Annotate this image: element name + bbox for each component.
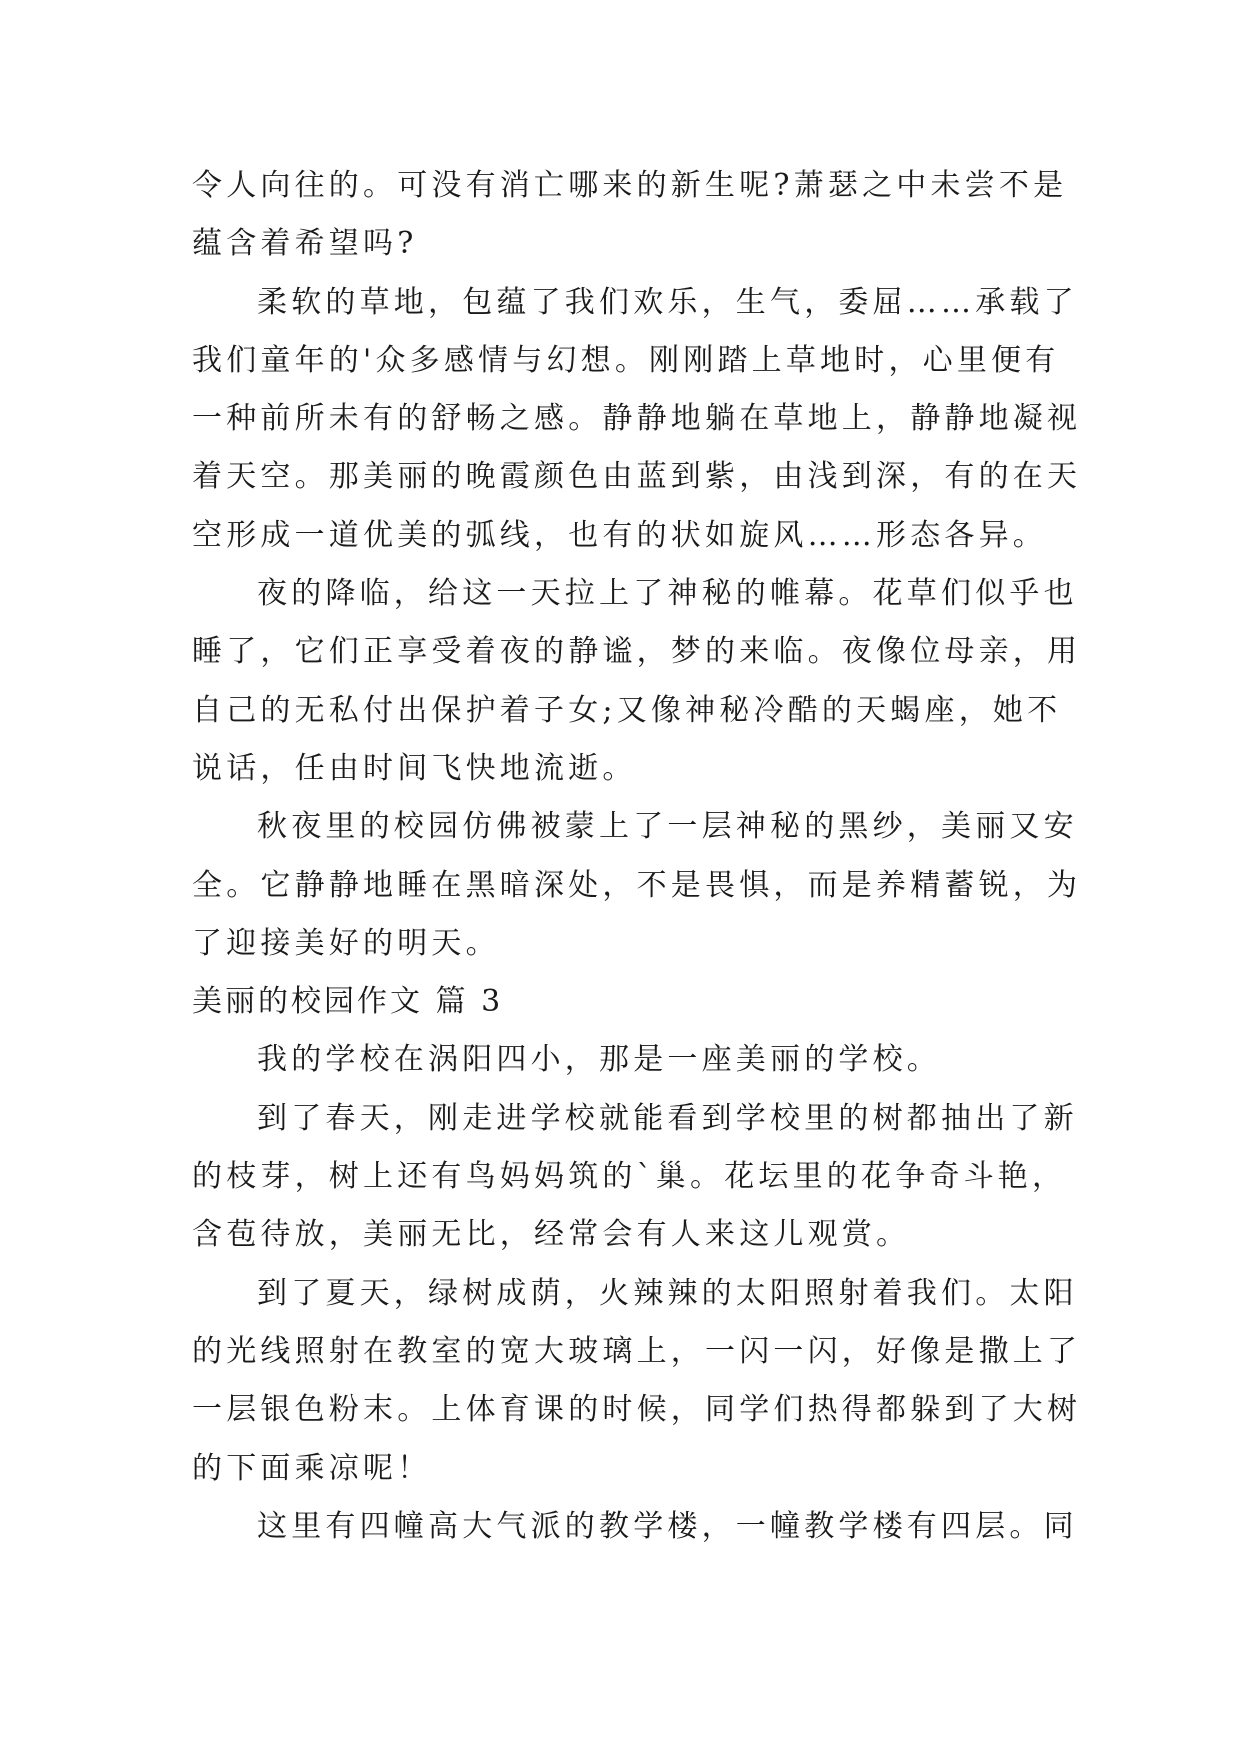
paragraph-start-line: 柔软的草地，包蕴了我们欢乐，生气，委屈……承载了: [257, 284, 1078, 320]
text-line: 着天空。那美丽的晚霞颜色由蓝到紫，由浅到深，有的在天: [192, 459, 1082, 495]
text-line: 说话，任由时间飞快地流逝。: [192, 750, 637, 786]
text-line: 空形成一道优美的弧线，也有的状如旋风……形态各异。: [192, 517, 1047, 553]
text-line: 一层银色粉末。上体育课的时候，同学们热得都躲到了大树: [192, 1392, 1082, 1428]
text-line: 了迎接美好的明天。: [192, 925, 500, 961]
paragraph-start-line: 秋夜里的校园仿佛被蒙上了一层神秘的黑纱，美丽又安: [257, 809, 1078, 845]
text-line: 我们童年的'众多感情与幻想。刚刚踏上草地时，心里便有: [192, 342, 1060, 378]
text-line: 的光线照射在教室的宽大玻璃上，一闪一闪，好像是撒上了: [192, 1333, 1082, 1369]
text-line: 的下面乘凉呢！: [192, 1450, 432, 1486]
paragraph-start-line: 夜的降临，给这一天拉上了神秘的帷幕。花草们似乎也: [257, 576, 1078, 612]
text-line: 自己的无私付出保护着子女;又像神秘冷酷的天蝎座，她不: [192, 692, 1062, 728]
text-line: 令人向往的。可没有消亡哪来的新生呢?萧瑟之中未尝不是: [192, 168, 1068, 203]
paragraph-start-line: 到了春天，刚走进学校就能看到学校里的树都抽出了新: [257, 1100, 1078, 1136]
text-line: 睡了，它们正享受着夜的静谧，梦的来临。夜像位母亲，用: [192, 634, 1082, 670]
text-line: 含苞待放，美丽无比，经常会有人来这儿观赏。: [192, 1217, 911, 1253]
paragraph-start-line: 这里有四幢高大气派的教学楼，一幢教学楼有四层。同: [257, 1508, 1078, 1544]
section-heading: 美丽的校园作文 篇 3: [192, 984, 504, 1020]
document-body: [192, 157, 1082, 1556]
text-line: 蕴含着希望吗?: [192, 226, 418, 262]
text-line: 的枝芽，树上还有鸟妈妈筑的`巢。花坛里的花争奇斗艳，: [192, 1159, 1067, 1195]
text-line: 一种前所未有的舒畅之感。静静地躺在草地上，静静地凝视: [192, 401, 1082, 437]
paragraph-start-line: 我的学校在涡阳四小，那是一座美丽的学校。: [257, 1042, 941, 1078]
text-line: 全。它静静地睡在黑暗深处，不是畏惧，而是养精蓄锐，为: [192, 867, 1082, 903]
paragraph-start-line: 到了夏天，绿树成荫，火辣辣的太阳照射着我们。太阳: [257, 1275, 1078, 1311]
